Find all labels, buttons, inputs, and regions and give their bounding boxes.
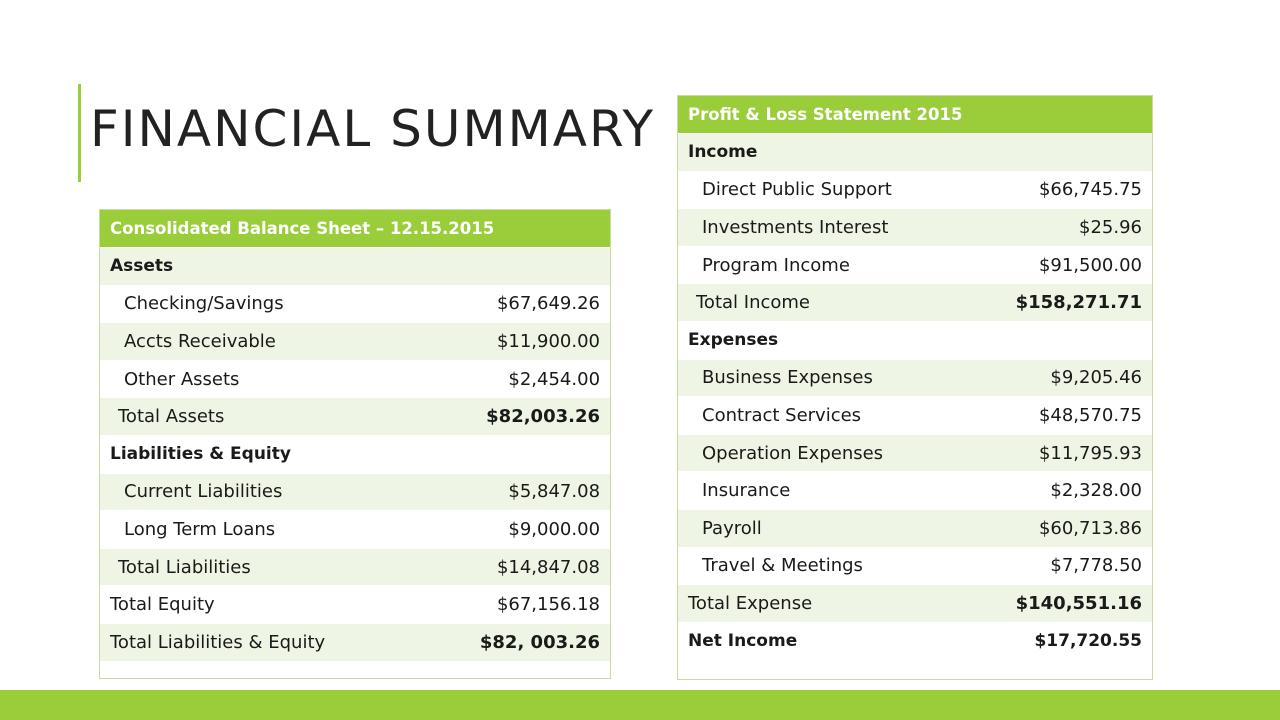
table-row — [678, 585, 1152, 623]
table-row — [100, 398, 610, 436]
table-row — [100, 436, 610, 474]
row-value: $82,003.26 — [430, 398, 610, 436]
row-label: Direct Public Support — [678, 171, 978, 209]
section-label-income: Income — [678, 134, 1152, 172]
table-row — [100, 360, 610, 398]
row-value: $91,500.00 — [978, 246, 1152, 284]
row-label: Net Income — [678, 622, 978, 660]
title-accent-bar — [78, 84, 81, 182]
row-label: Total Liabilities — [100, 548, 430, 586]
row-label: Total Expense — [678, 585, 978, 623]
row-value: $60,713.86 — [978, 510, 1152, 548]
table-row — [678, 246, 1152, 284]
table-header-row — [100, 210, 610, 248]
table-row — [100, 248, 610, 286]
row-label: Payroll — [678, 510, 978, 548]
row-label: Investments Interest — [678, 209, 978, 247]
row-value: $7,778.50 — [978, 547, 1152, 585]
row-value: $9,000.00 — [430, 511, 610, 549]
balance-sheet-header: Consolidated Balance Sheet – 12.15.2015 — [100, 210, 610, 248]
section-label-expenses: Expenses — [678, 322, 1152, 360]
row-label: Total Income — [678, 284, 978, 322]
row-value: $82, 003.26 — [430, 624, 610, 662]
row-value: $48,570.75 — [978, 397, 1152, 435]
table-row — [100, 285, 610, 323]
table-row — [678, 284, 1152, 322]
row-value: $2,328.00 — [978, 472, 1152, 510]
row-label: Total Liabilities & Equity — [100, 624, 430, 662]
row-value: $17,720.55 — [978, 622, 1152, 660]
table-row — [678, 171, 1152, 209]
row-label: Program Income — [678, 246, 978, 284]
row-label: Checking/Savings — [100, 285, 430, 323]
row-label: Other Assets — [100, 360, 430, 398]
table-row — [678, 322, 1152, 360]
row-label: Operation Expenses — [678, 434, 978, 472]
table-row — [678, 510, 1152, 548]
row-label: Long Term Loans — [100, 511, 430, 549]
row-value: $11,900.00 — [430, 323, 610, 361]
page-title: FINANCIAL SUMMARY — [90, 100, 656, 158]
table-row — [100, 586, 610, 624]
table-row — [678, 209, 1152, 247]
profit-loss-table — [678, 96, 1152, 660]
row-label: Contract Services — [678, 397, 978, 435]
table-row — [678, 434, 1152, 472]
row-value: $25.96 — [978, 209, 1152, 247]
table-row — [678, 134, 1152, 172]
section-label-liabilities: Liabilities & Equity — [100, 436, 610, 474]
table-row — [100, 624, 610, 662]
table-row — [100, 548, 610, 586]
table-row — [100, 323, 610, 361]
balance-sheet-table — [100, 210, 610, 662]
table-row — [678, 359, 1152, 397]
row-value: $11,795.93 — [978, 434, 1152, 472]
row-label: Accts Receivable — [100, 323, 430, 361]
row-value: $158,271.71 — [978, 284, 1152, 322]
table-row — [678, 397, 1152, 435]
row-value: $9,205.46 — [978, 359, 1152, 397]
table-row — [678, 547, 1152, 585]
row-label: Current Liabilities — [100, 473, 430, 511]
row-label: Total Equity — [100, 586, 430, 624]
table-row — [678, 622, 1152, 660]
row-value: $140,551.16 — [978, 585, 1152, 623]
row-value: $66,745.75 — [978, 171, 1152, 209]
row-label: Business Expenses — [678, 359, 978, 397]
row-label: Insurance — [678, 472, 978, 510]
section-label-assets: Assets — [100, 248, 610, 286]
row-value: $14,847.08 — [430, 548, 610, 586]
row-value: $2,454.00 — [430, 360, 610, 398]
table-row — [100, 473, 610, 511]
row-label: Total Assets — [100, 398, 430, 436]
row-value: $67,649.26 — [430, 285, 610, 323]
table-header-row — [678, 96, 1152, 134]
profit-loss-header: Profit & Loss Statement 2015 — [678, 96, 1152, 134]
row-value: $67,156.18 — [430, 586, 610, 624]
table-row — [100, 511, 610, 549]
row-label: Travel & Meetings — [678, 547, 978, 585]
table-row — [678, 472, 1152, 510]
row-value: $5,847.08 — [430, 473, 610, 511]
footer-accent-band — [0, 690, 1280, 720]
